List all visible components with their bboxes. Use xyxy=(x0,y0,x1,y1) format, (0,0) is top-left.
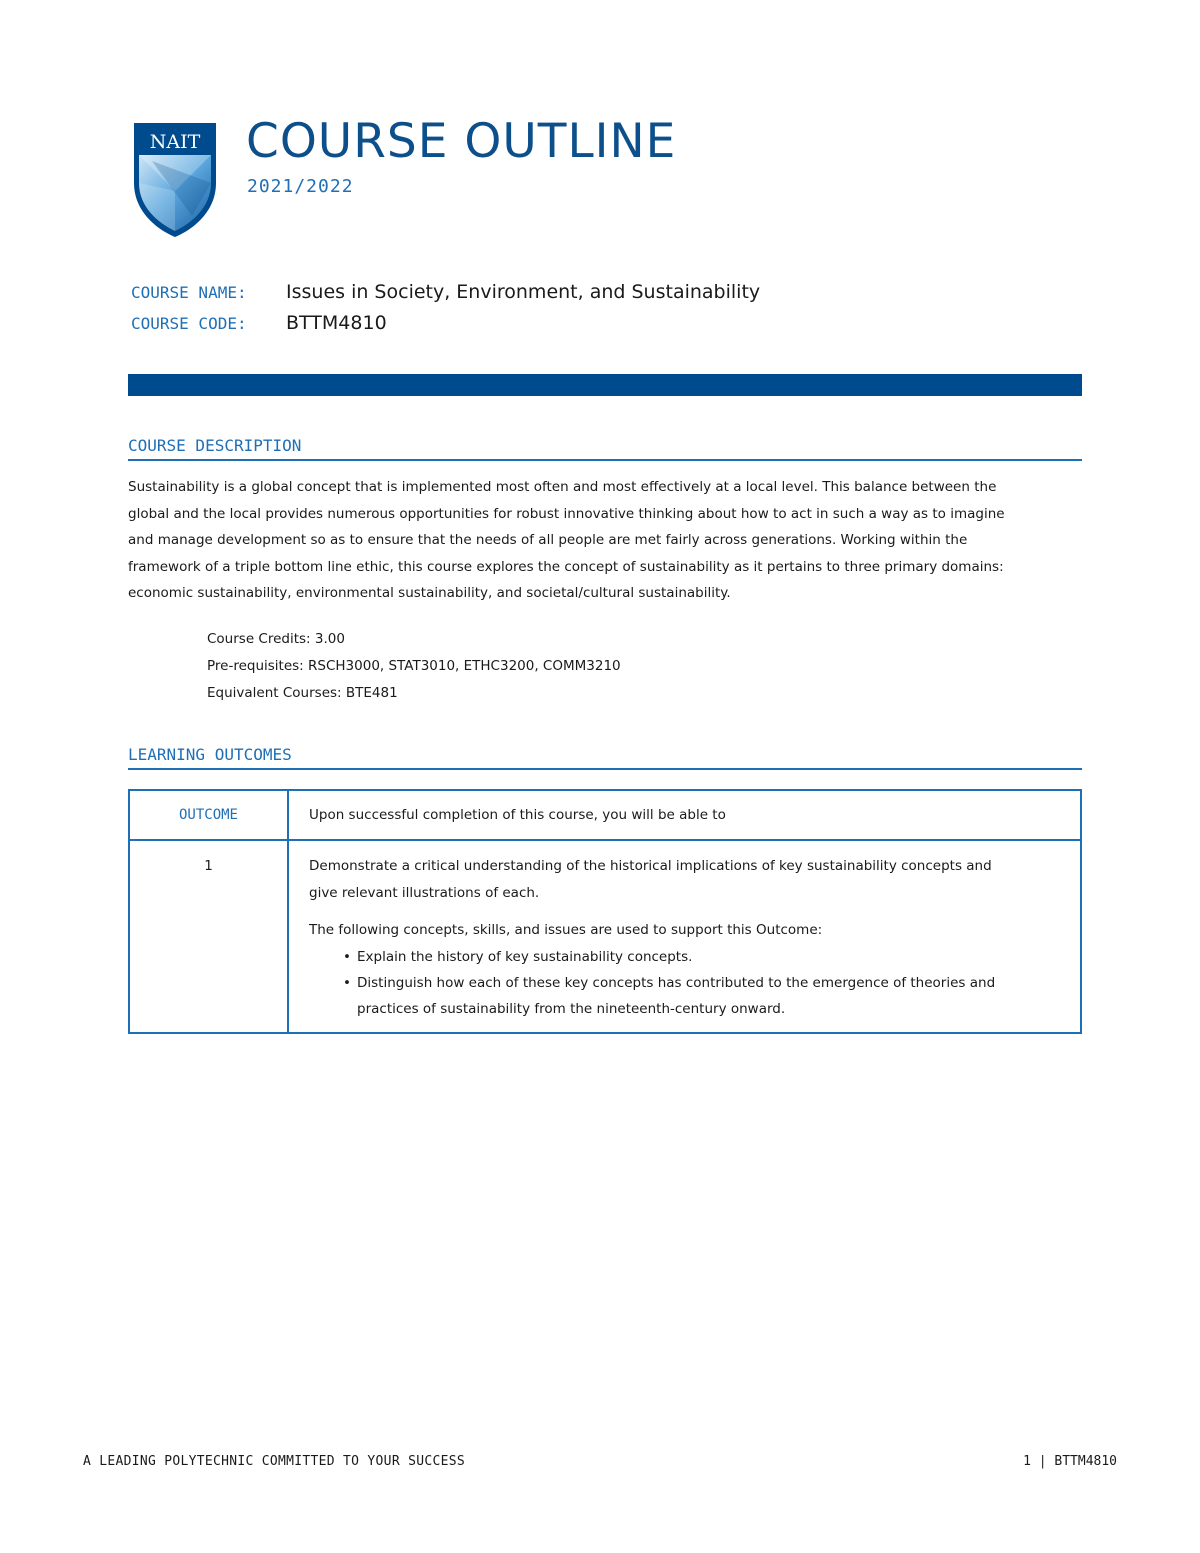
logo-text: NAIT xyxy=(149,131,201,153)
table-header-row xyxy=(129,790,1081,840)
learning-outcomes-heading: LEARNING OUTCOMES xyxy=(128,745,1082,770)
description-line: global and the local provides numerous opportunities for robust innovative thinking about how to act in such a way as to imagine xyxy=(128,505,1005,522)
list-item: • Explain the history of key sustainability concepts. xyxy=(357,944,1060,970)
course-code-value: BTTM4810 xyxy=(286,312,387,334)
footer-page-number: 1 | BTTM4810 xyxy=(1023,1454,1117,1469)
description-line: framework of a triple bottom line ethic, this course explores the concept of sustainability as it pertains to three primary domains: xyxy=(128,558,1004,575)
header-divider-band xyxy=(128,374,1082,396)
outcome-statement-line: Demonstrate a critical understanding of the historical implications of key sustainability concepts and xyxy=(309,858,992,874)
nait-logo xyxy=(132,121,218,239)
course-name-row xyxy=(131,281,760,303)
course-description-text xyxy=(128,474,1078,607)
course-facts xyxy=(207,626,621,707)
course-name-label: COURSE NAME: xyxy=(131,283,247,302)
outcome-support-intro: The following concepts, skills, and issues are used to support this Outcome: xyxy=(309,922,823,938)
course-prerequisites: Pre-requisites: RSCH3000, STAT3010, ETHC3200, COMM3210 xyxy=(207,658,621,674)
course-code-row xyxy=(131,312,387,334)
description-line: economic sustainability, environmental sustainability, and societal/cultural sustainability. xyxy=(128,585,731,602)
outcome-statement-line: give relevant illustrations of each. xyxy=(309,885,540,901)
table-row xyxy=(129,840,1081,1033)
course-credits: Course Credits: 3.00 xyxy=(207,631,345,647)
list-item: • Distinguish how each of these key concepts has contributed to the emergence of theories and practices of sustainability from the nineteenth-century onward. xyxy=(357,970,1060,1022)
outcome-bullet-list xyxy=(309,944,1060,1022)
equivalent-courses: Equivalent Courses: BTE481 xyxy=(207,685,398,701)
outcome-column-header: OUTCOME xyxy=(129,790,288,840)
footer-tagline: A LEADING POLYTECHNIC COMMITTED TO YOUR SUCCESS xyxy=(83,1454,465,1469)
outcome-details xyxy=(288,840,1081,1033)
course-description-heading: COURSE DESCRIPTION xyxy=(128,436,1082,461)
description-line: Sustainability is a global concept that is implemented most often and most effectively at a local level. This balance between the xyxy=(128,479,997,495)
academic-year: 2021/2022 xyxy=(247,176,354,197)
learning-outcomes-table xyxy=(128,789,1082,1034)
outcome-intro-header: Upon successful completion of this course, you will be able to xyxy=(288,790,1081,840)
description-line: and manage development so as to ensure that the needs of all people are met fairly across generations. Working within the xyxy=(128,532,968,549)
course-code-label: COURSE CODE: xyxy=(131,314,247,333)
page-title: COURSE OUTLINE xyxy=(246,114,677,169)
course-name-value: Issues in Society, Environment, and Sustainability xyxy=(286,281,761,303)
outcome-number: 1 xyxy=(129,840,288,1033)
